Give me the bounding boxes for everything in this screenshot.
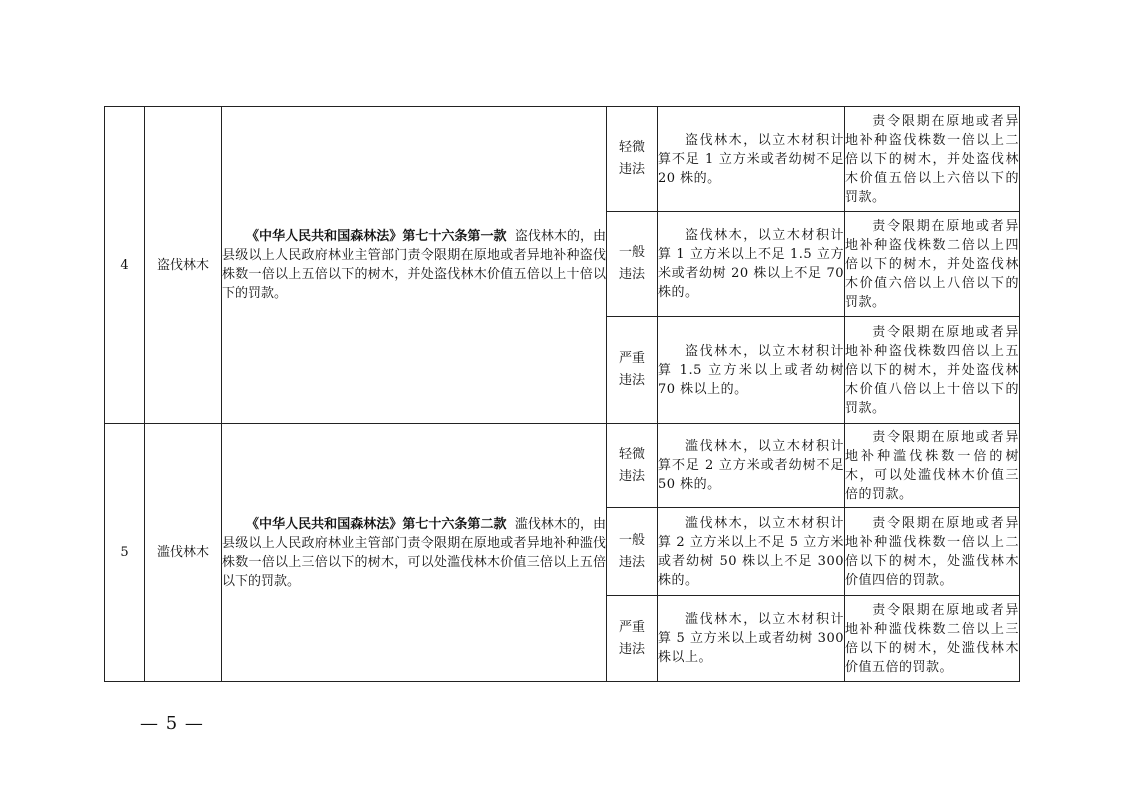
violation-level: 严重违法 (607, 596, 658, 682)
page-number: — 5 — (140, 713, 204, 734)
discretion-standard: 滥伐林木，以立木材积计算不足 2 立方米或者幼树不足 50 株的。 (658, 424, 845, 508)
discretion-standard: 盗伐林木，以立木材积计算 1 立方米以上不足 1.5 立方米或者幼树 20 株以上不足 70 株的。 (658, 212, 845, 317)
table-row (105, 107, 1020, 212)
discretion-standard: 盗伐林木，以立木材积计算 1.5 立方米以上或者幼树 70 株以上的。 (658, 317, 845, 424)
law-reference: 《中华人民共和国森林法》第七十六条第一款 (246, 229, 507, 244)
law-reference: 《中华人民共和国森林法》第七十六条第二款 (246, 516, 507, 532)
item-number: 4 (105, 107, 145, 424)
penalty-measure: 责令限期在原地或者异地补种盗伐株数四倍以上五倍以下的树木，并处盗伐林木价值八倍以上十倍以下的罚款。 (845, 317, 1020, 424)
discretion-standard: 滥伐林木，以立木材积计算 2 立方米以上不足 5 立方米或者幼树 50 株以上不足 300 株的。 (658, 508, 845, 596)
penalty-measure: 责令限期在原地或者异地补种盗伐株数一倍以上二倍以下的树木，并处盗伐林木价值五倍以上六倍以下的罚款。 (845, 107, 1020, 212)
violation-level: 轻微违法 (607, 424, 658, 508)
legal-basis (222, 424, 607, 682)
table-row (105, 424, 1020, 508)
law-text: 盗伐林木的，由县级以上人民政府林业主管部门责令限期在原地或者异地补种盗伐株数一倍以上五倍以下的树木，并处盗伐林木价值五倍以上十倍以下的罚款。 (222, 229, 606, 301)
penalty-measure: 责令限期在原地或者异地补种盗伐株数二倍以上四倍以下的树木，并处盗伐林木价值六倍以上八倍以下的罚款。 (845, 212, 1020, 317)
penalty-measure: 责令限期在原地或者异地补种滥伐株数二倍以上三倍以下的树木，处滥伐林木价值五倍的罚款。 (845, 596, 1020, 682)
penalty-measure: 责令限期在原地或者异地补种滥伐株数一倍以上二倍以下的树木，处滥伐林木价值四倍的罚款。 (845, 508, 1020, 596)
penalty-measure: 责令限期在原地或者异地补种滥伐株数一倍的树木，可以处滥伐林木价值三倍的罚款。 (845, 424, 1020, 508)
violation-level: 一般违法 (607, 508, 658, 596)
law-text: 滥伐林木的，由县级以上人民政府林业主管部门责令限期在原地或者异地补种滥伐株数一倍以上三倍以下的树木，可以处滥伐林木价值三倍以上五倍以下的罚款。 (222, 516, 606, 589)
penalty-standards-table (104, 106, 1020, 682)
violation-level: 严重违法 (607, 317, 658, 424)
violation-level: 轻微违法 (607, 107, 658, 212)
legal-basis (222, 107, 607, 424)
discretion-standard: 滥伐林木，以立木材积计算 5 立方米以上或者幼树 300 株以上。 (658, 596, 845, 682)
item-number: 5 (105, 424, 145, 682)
violation-name: 盗伐林木 (145, 107, 222, 424)
violation-level: 一般违法 (607, 212, 658, 317)
violation-name: 滥伐林木 (145, 424, 222, 682)
discretion-standard: 盗伐林木，以立木材积计算不足 1 立方米或者幼树不足 20 株的。 (658, 107, 845, 212)
